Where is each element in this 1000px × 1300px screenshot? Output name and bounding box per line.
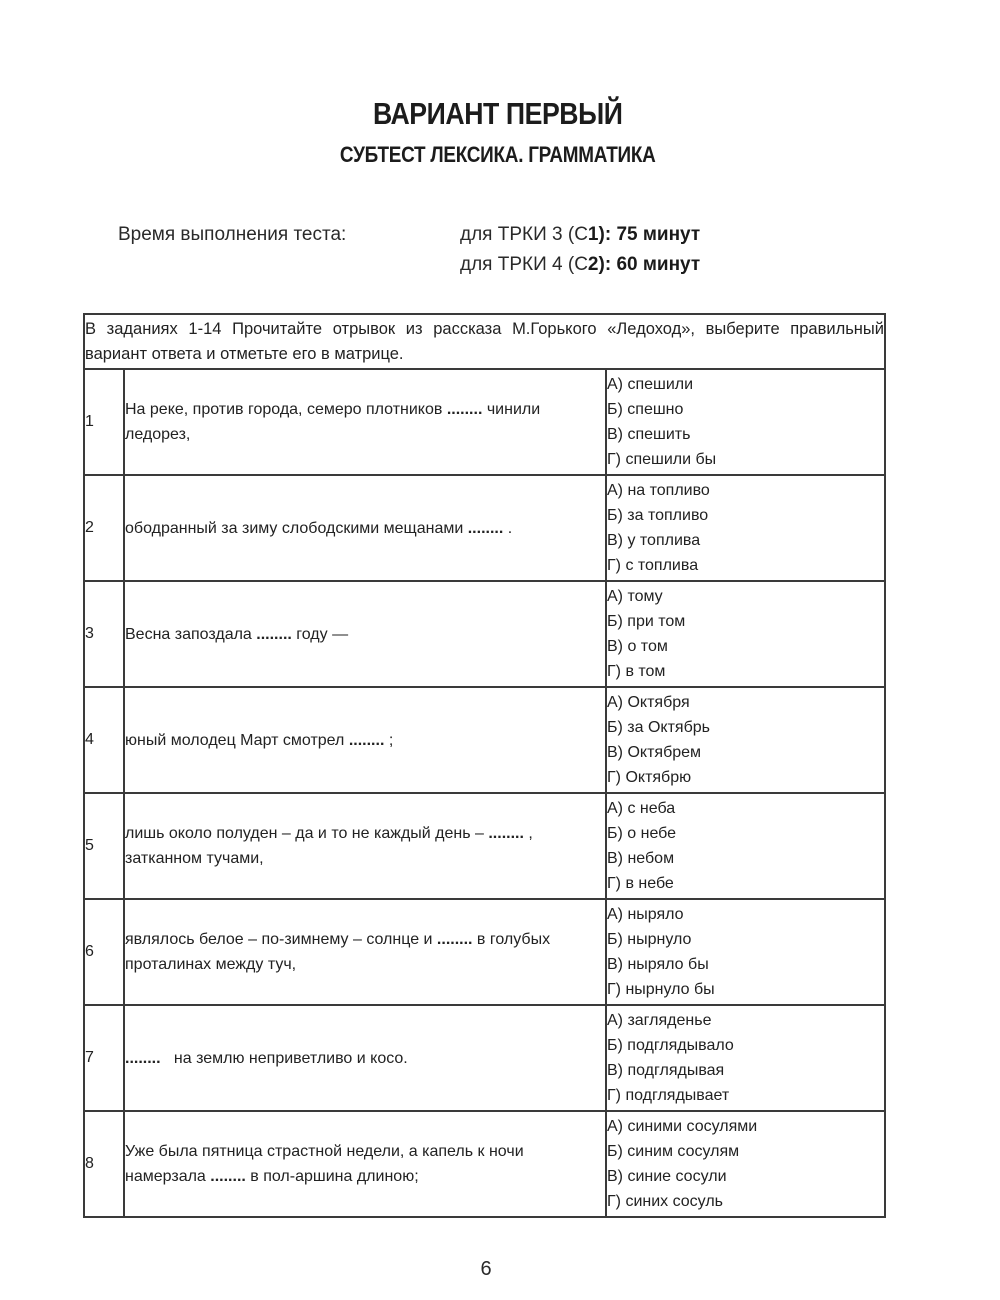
question-text bbox=[124, 1005, 606, 1111]
level: для ТРКИ 4 (С bbox=[460, 254, 588, 275]
text-before: На реке, против города, семеро плотников bbox=[125, 401, 447, 418]
option-g[interactable]: Г) с топлива bbox=[607, 557, 699, 574]
question-text bbox=[124, 687, 606, 793]
option-b[interactable]: Б) о небе bbox=[607, 825, 677, 842]
instructions: В заданиях 1-14 Прочитайте отрывок из рассказа М.Горького «Ледоход», выберите правильный вариант ответа и отметьте его в матрице. bbox=[84, 314, 885, 369]
options bbox=[606, 899, 885, 1005]
options bbox=[606, 369, 885, 475]
text-before: Весна запоздала bbox=[125, 625, 257, 643]
option-b[interactable]: Б) нырнуло bbox=[607, 931, 692, 948]
text-after: ; bbox=[384, 731, 394, 749]
sep: ): bbox=[598, 224, 617, 245]
options bbox=[606, 687, 885, 793]
text-before: являлось белое – по-зимнему – солнце и bbox=[125, 931, 437, 948]
options bbox=[606, 1005, 885, 1111]
option-v[interactable]: В) у топлива bbox=[607, 532, 701, 549]
question-text bbox=[124, 581, 606, 687]
question-row bbox=[84, 475, 885, 581]
question-row bbox=[84, 1005, 885, 1111]
question-row bbox=[84, 899, 885, 1005]
question-number: 4 bbox=[84, 687, 124, 793]
option-a[interactable]: А) синими сосулями bbox=[607, 1118, 758, 1135]
answer-gap: ........ bbox=[436, 931, 473, 948]
answer-gap: ........ bbox=[125, 1049, 161, 1067]
option-a[interactable]: А) тому bbox=[607, 588, 663, 605]
question-row bbox=[84, 581, 885, 687]
option-b[interactable]: Б) за Октябрь bbox=[607, 719, 710, 736]
option-b[interactable]: Б) синим сосулям bbox=[607, 1143, 740, 1160]
option-b[interactable]: Б) при том bbox=[607, 613, 686, 630]
option-a[interactable]: А) на топливо bbox=[607, 482, 710, 499]
level: для ТРКИ 3 (С bbox=[460, 224, 588, 245]
options bbox=[606, 793, 885, 899]
options bbox=[606, 475, 885, 581]
level-num: 1 bbox=[587, 224, 599, 245]
sep: ): bbox=[598, 254, 617, 275]
options bbox=[606, 581, 885, 687]
option-a[interactable]: А) с неба bbox=[607, 800, 676, 817]
answer-gap: ........ bbox=[446, 401, 483, 418]
answer-gap: ........ bbox=[348, 731, 385, 749]
text-before: лишь около полуден – да и то не каждый день – bbox=[125, 825, 489, 842]
option-v[interactable]: В) ныряло бы bbox=[607, 956, 709, 973]
question-row bbox=[84, 1111, 885, 1217]
text-before: Уже была пятница страстной недели, а капель к ночи намерзала bbox=[125, 1143, 524, 1185]
question-text bbox=[124, 369, 606, 475]
text-before: юный молодец Март смотрел bbox=[125, 731, 349, 749]
page-number: 6 bbox=[480, 1258, 492, 1280]
question-number: 7 bbox=[84, 1005, 124, 1111]
duration: 75 минут bbox=[616, 224, 701, 245]
question-text bbox=[124, 1111, 606, 1217]
answer-gap: ........ bbox=[467, 519, 504, 537]
option-v[interactable]: В) о том bbox=[607, 638, 668, 655]
answer-gap: ........ bbox=[210, 1168, 246, 1185]
text-after: , затканном тучами, bbox=[125, 825, 533, 867]
text-after: в голубых проталинах между туч, bbox=[125, 931, 551, 973]
text-after: в пол-аршина длиною; bbox=[245, 1168, 419, 1185]
question-row bbox=[84, 687, 885, 793]
duration: 60 минут bbox=[616, 254, 701, 275]
option-a[interactable]: А) загляденье bbox=[607, 1012, 712, 1029]
option-a[interactable]: А) ныряло bbox=[607, 906, 684, 923]
text-before: ободранный за зиму слободскими мещанами bbox=[125, 519, 468, 537]
option-g[interactable]: Г) подглядывает bbox=[607, 1087, 730, 1104]
option-g[interactable]: Г) нырнуло бы bbox=[607, 981, 715, 998]
question-row bbox=[84, 369, 885, 475]
question-number: 8 bbox=[84, 1111, 124, 1217]
option-g[interactable]: Г) в небе bbox=[607, 875, 674, 892]
options bbox=[606, 1111, 885, 1217]
question-number: 3 bbox=[84, 581, 124, 687]
page-subtitle: СУБТЕСТ ЛЕКСИКА. ГРАММАТИКА bbox=[339, 142, 656, 167]
question-text bbox=[124, 899, 606, 1005]
question-text bbox=[124, 793, 606, 899]
text-after: году — bbox=[291, 625, 349, 643]
answer-gap: ........ bbox=[256, 625, 292, 643]
answer-gap: ........ bbox=[488, 825, 524, 842]
text-after: . bbox=[503, 519, 513, 537]
option-v[interactable]: В) спешить bbox=[607, 426, 691, 443]
option-b[interactable]: Б) спешно bbox=[607, 401, 684, 418]
option-b[interactable]: Б) за топливо bbox=[607, 507, 709, 524]
option-a[interactable]: А) спешили bbox=[607, 376, 694, 393]
text-after: чинили ледорез, bbox=[125, 401, 541, 443]
question-text bbox=[124, 475, 606, 581]
time-line-trki4 bbox=[460, 254, 700, 276]
level-num: 2 bbox=[587, 254, 599, 275]
option-v[interactable]: В) небом bbox=[607, 850, 675, 867]
question-row bbox=[84, 793, 885, 899]
time-label: Время выполнения теста: bbox=[118, 224, 347, 245]
question-number: 5 bbox=[84, 793, 124, 899]
page-title: ВАРИАНТ ПЕРВЫЙ bbox=[372, 96, 623, 131]
test-table bbox=[83, 313, 886, 1218]
option-g[interactable]: Г) Октябрю bbox=[607, 769, 692, 786]
option-v[interactable]: В) синие сосули bbox=[607, 1168, 727, 1185]
option-v[interactable]: В) подглядывая bbox=[607, 1062, 725, 1079]
question-number: 1 bbox=[84, 369, 124, 475]
question-number: 6 bbox=[84, 899, 124, 1005]
text-after: на землю неприветливо и косо. bbox=[160, 1049, 408, 1067]
option-v[interactable]: В) Октябрем bbox=[607, 744, 702, 761]
option-g[interactable]: Г) синих сосуль bbox=[607, 1193, 723, 1210]
option-g[interactable]: Г) спешили бы bbox=[607, 451, 717, 468]
option-g[interactable]: Г) в том bbox=[607, 663, 666, 680]
time-line-trki3 bbox=[460, 224, 700, 246]
question-number: 2 bbox=[84, 475, 124, 581]
option-a[interactable]: А) Октября bbox=[607, 694, 690, 711]
option-b[interactable]: Б) подглядывало bbox=[607, 1037, 734, 1054]
